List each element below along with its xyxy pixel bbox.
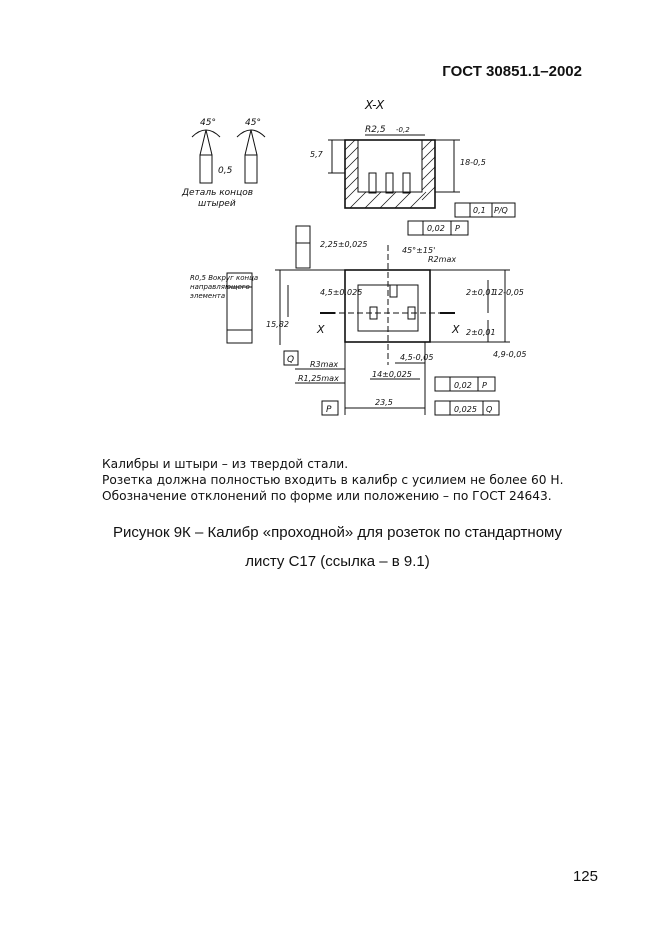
dim-12: 12-0,05 (493, 288, 524, 297)
detail-title-1: Деталь концов (182, 188, 254, 198)
pin-end-detail-1 (200, 155, 212, 183)
perp-tol: 0,025 (454, 405, 477, 414)
note-1: Калибры и штыри – из твердой стали. (102, 457, 349, 471)
dim-235: 23,5 (375, 398, 393, 407)
pin-3 (403, 173, 410, 193)
pin-end-detail-2 (245, 155, 257, 183)
datum-q: Q (287, 355, 295, 365)
sym-tol-1: 0,02 (427, 224, 445, 233)
radius-top-tol: -0,2 (396, 126, 410, 134)
perp-datum: Q (486, 405, 493, 414)
detail-title-2: штырей (198, 199, 236, 209)
notes-block (102, 456, 563, 504)
chamfer-note-2: направляющего (190, 283, 250, 291)
note-3: Обозначение отклонений по форме или положению – по ГОСТ 24643. (102, 489, 552, 503)
dim-45b: 4,5-0,05 (400, 353, 434, 362)
sym-datum-2: P (482, 381, 487, 390)
r2max: R2max (428, 255, 457, 264)
section-cavity (358, 140, 422, 192)
figure-caption-line-2: листу С17 (ссылка – в 9.1) (245, 553, 430, 570)
r125max: R1,25max (298, 374, 339, 383)
figure-caption-line-1: Рисунок 9К – Калибр «проходной» для розеток по стандартному (112, 524, 563, 541)
sym-tol-2: 0,02 (454, 381, 472, 390)
position-frame (296, 226, 310, 268)
dim-14: 14±0,025 (372, 370, 412, 379)
radius-top-label: R2,5 (365, 125, 386, 135)
note-2: Розетка должна полностью входить в калибр с усилием не более 60 Н. (102, 473, 564, 487)
pin-2 (386, 173, 393, 193)
dim-57-label: 5,7 (310, 150, 323, 159)
datum-p: P (326, 405, 332, 415)
dim-49: 4,9-0,05 (493, 350, 527, 359)
page-number: 125 (572, 868, 598, 885)
dim-18-label: 18-0,5 (460, 158, 486, 167)
dim-225: 2,25±0,025 (320, 240, 368, 249)
angle-45-15: 45°±15' (402, 246, 436, 255)
gauge-drawing-svg (170, 95, 527, 425)
r3max: R3max (310, 360, 339, 369)
flat-datum: P/Q (494, 206, 508, 215)
dim-2-1: 2±0,01 (466, 288, 496, 297)
section-label: X-X (365, 98, 385, 112)
flat-tol: 0,1 (473, 206, 486, 215)
sym-datum-1: P (455, 224, 460, 233)
pin-1 (369, 173, 376, 193)
x-mark-right: X (452, 323, 460, 336)
chamfer-note-1: R0,5 Вокруг конца (190, 274, 259, 282)
plan-pin-2 (390, 285, 397, 297)
dim-1582: 15,82 (266, 320, 289, 329)
standard-header: ГОСТ 30851.1–2002 (442, 63, 582, 80)
technical-drawing (170, 95, 527, 425)
chamfer-note-3: элемента (190, 292, 226, 300)
dim-45: 4,5±0,025 (320, 288, 363, 297)
x-mark-left: X (317, 323, 325, 336)
angle-b-label: 45° (245, 118, 261, 128)
dim-2-2: 2±0,01 (466, 328, 496, 337)
pin-dim-label: 0,5 (218, 166, 233, 176)
angle-a-label: 45° (200, 118, 216, 128)
